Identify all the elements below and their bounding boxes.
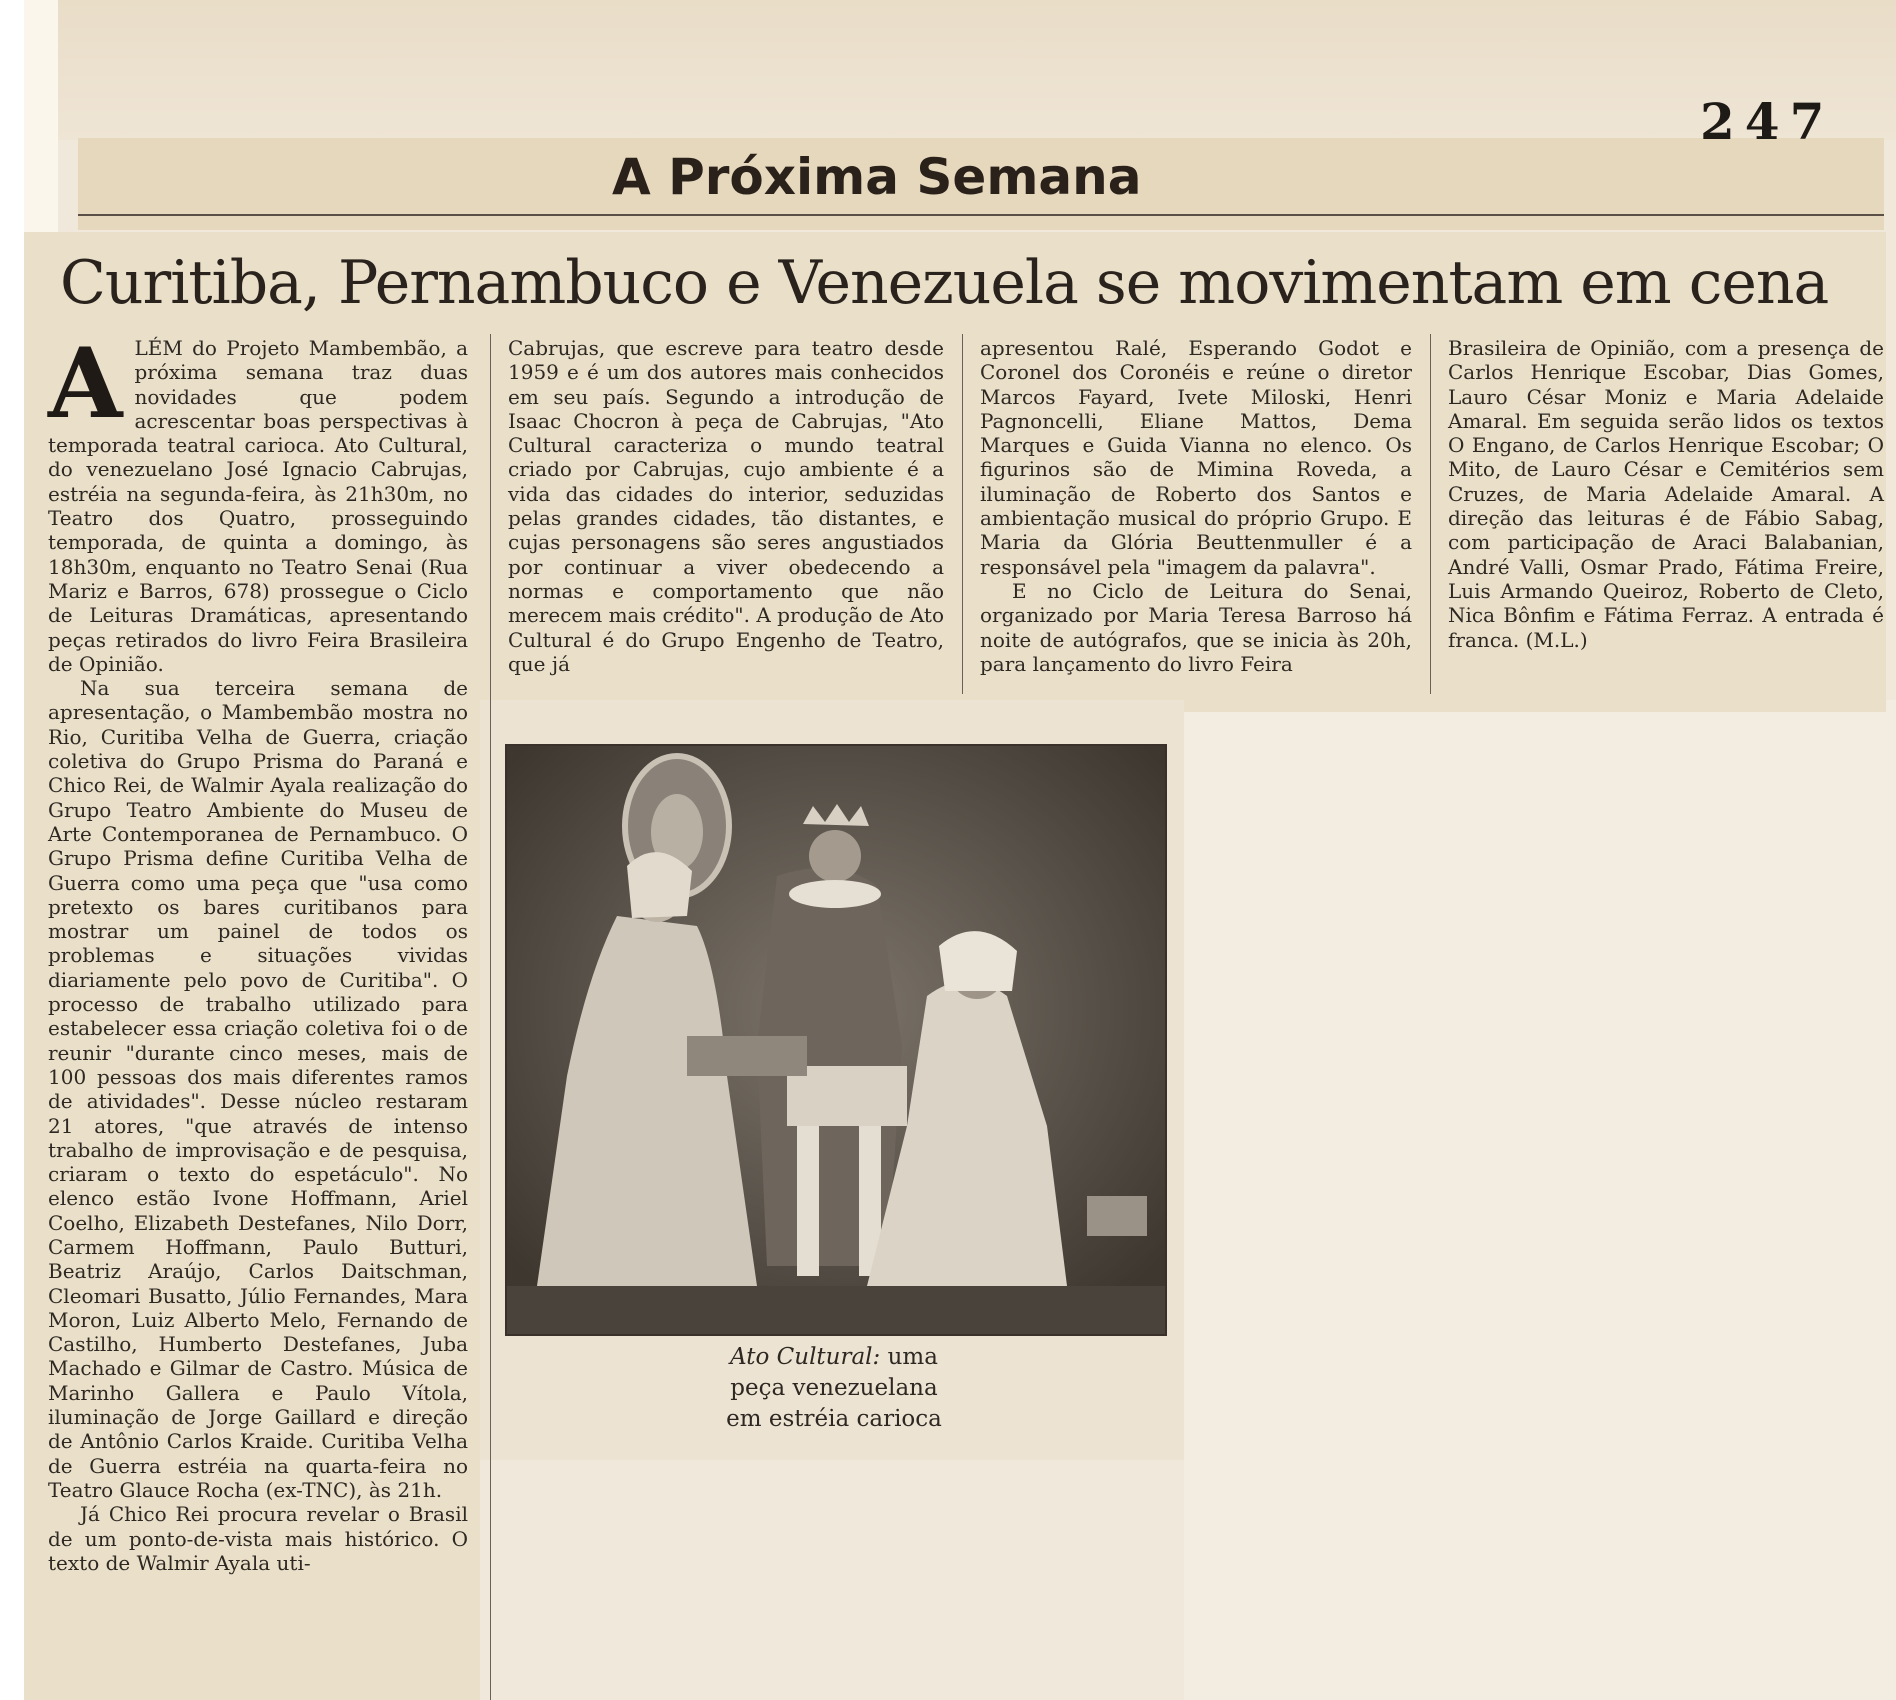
- photo-caption: [505, 1342, 1163, 1435]
- section-title: A Próxima Semana: [612, 148, 1142, 206]
- column-rule: [962, 334, 963, 694]
- stage-photo-image: [507, 746, 1165, 1334]
- title-rule: [78, 214, 1884, 216]
- caption-line: peça venezuelana: [730, 1375, 938, 1401]
- scan-edge: [0, 0, 24, 1700]
- background-sheet-top: [58, 0, 1896, 140]
- caption-text: uma: [880, 1344, 938, 1370]
- paragraph: E no Ciclo de Leitura do Senai, organizado por Maria Teresa Barroso há noite de autógrafos, que se inicia às 20h, para lançamento do livro Feira: [980, 578, 1412, 676]
- caption-italic: Ato Cultural:: [730, 1344, 881, 1370]
- article-column-4: [1448, 336, 1884, 652]
- paragraph: LÉM do Projeto Mambembão, a próxima semana traz duas novidades que podem acrescentar boas perspectivas à temporada teatral carioca. Ato Cultural, do venezuelano José Ignacio Cabrujas, estréia na segunda-feira, às 21h30m, no Teatro dos Quatro, prosseguindo temporada, de quinta a domingo, às 18h30m, enquanto no Teatro Senai (Rua Mariz e Barros, 678) prossegue o Ciclo de Leituras Dramáticas, apresentando peças retirados do livro Feira Brasileira de Opinião.: [48, 336, 468, 676]
- paragraph: Já Chico Rei procura revelar o Brasil de um ponto-de-vista mais histórico. O texto de Walmir Ayala uti-: [48, 1502, 468, 1575]
- background-sheet-right: [1184, 700, 1896, 1700]
- article-column-1: [48, 327, 468, 1575]
- stage-photo: [505, 744, 1167, 1336]
- headline: Curitiba, Pernambuco e Venezuela se movimentam em cena: [60, 248, 1829, 318]
- paragraph: apresentou Ralé, Esperando Godot e Coronel dos Coronéis e reúne o diretor Marcos Fayard, Ivete Miloski, Henri Pagnoncelli, Eliane Mattos, Dema Marques e Guida Vianna no elenco. Os figurinos são de Mimina Roveda, a iluminação de Roberto dos Santos e ambientação musical do próprio Grupo. E Maria da Glória Beuttenmuller é a responsável pela "imagem da palavra".: [980, 336, 1412, 579]
- page-number: 247: [1700, 92, 1835, 151]
- drop-cap: A: [48, 327, 123, 440]
- caption-line: [505, 1342, 1163, 1373]
- column-rule: [490, 334, 491, 1700]
- caption-line: em estréia carioca: [726, 1406, 942, 1432]
- article-column-2: [508, 336, 944, 676]
- paragraph: Cabrujas, que escreve para teatro desde 1959 e é um dos autores mais conhecidos em seu país. Segundo a introdução de Isaac Chocron à peça de Cabrujas, "Ato Cultural caracteriza o mundo teatral criado por Cabrujas, cujo ambiente é a vida das cidades do interior, seduzidas pelas grandes cidades, tão distantes, e cujas personagens são seres angustiados por continuar a viver obedecendo a normas e comportamento que não merecem mais crédito". A produção de Ato Cultural é do Grupo Engenho de Teatro, que já: [508, 336, 944, 676]
- paragraph: Brasileira de Opinião, com a presença de Carlos Henrique Escobar, Dias Gomes, Lauro César Moniz e Maria Adelaide Amaral. Em seguida serão lidos os textos O Engano, de Carlos Henrique Escobar; O Mito, de Lauro César e Cemitérios sem Cruzes, de Maria Adelaide Amaral. A direção das leituras é de Fábio Sabag, com participação de Araci Balabanian, André Valli, Osmar Prado, Fátima Freire, Luis Armando Queiroz, Roberto de Cleto, Nica Bônfim e Fátima Ferraz. A entrada é franca. (M.L.): [1448, 336, 1884, 652]
- column-rule: [1430, 334, 1431, 694]
- paragraph: Na sua terceira semana de apresentação, o Mambembão mostra no Rio, Curitiba Velha de Guerra, criação coletiva do Grupo Prisma do Paraná e Chico Rei, de Walmir Ayala realização do Grupo Teatro Ambiente do Museu de Arte Contemporanea de Pernambuco. O Grupo Prisma define Curitiba Velha de Guerra como uma peça que "usa como pretexto os bares curitibanos para mostrar um painel de todos os problemas e situações vividas diariamente pelo povo de Curitiba". O processo de trabalho utilizado para estabelecer essa criação coletiva foi o de reunir "durante cinco meses, mais de 100 pessoas dos mais diferentes ramos de atividades". Desse núcleo restaram 21 atores, "que através de intenso trabalho de improvisação e de pesquisa, criaram o texto do espetáculo". No elenco estão Ivone Hoffmann, Ariel Coelho, Elizabeth Destefanes, Nilo Dorr, Carmem Hoffmann, Paulo Butturi, Beatriz Araújo, Carlos Daitschman, Cleomari Busatto, Júlio Fernandes, Mara Moron, Luiz Alberto Melo, Fernando de Castilho, Humberto Destefanes, Juba Machado e Gilmar de Castro. Música de Marinho Gallera e Paulo Vítola, iluminação de Jorge Gaillard e direção de Antônio Carlos Kraide. Curitiba Velha de Guerra estréia na quarta-feira no Teatro Glauce Rocha (ex-TNC), às 21h.: [48, 676, 468, 1502]
- article-column-3: [980, 336, 1412, 676]
